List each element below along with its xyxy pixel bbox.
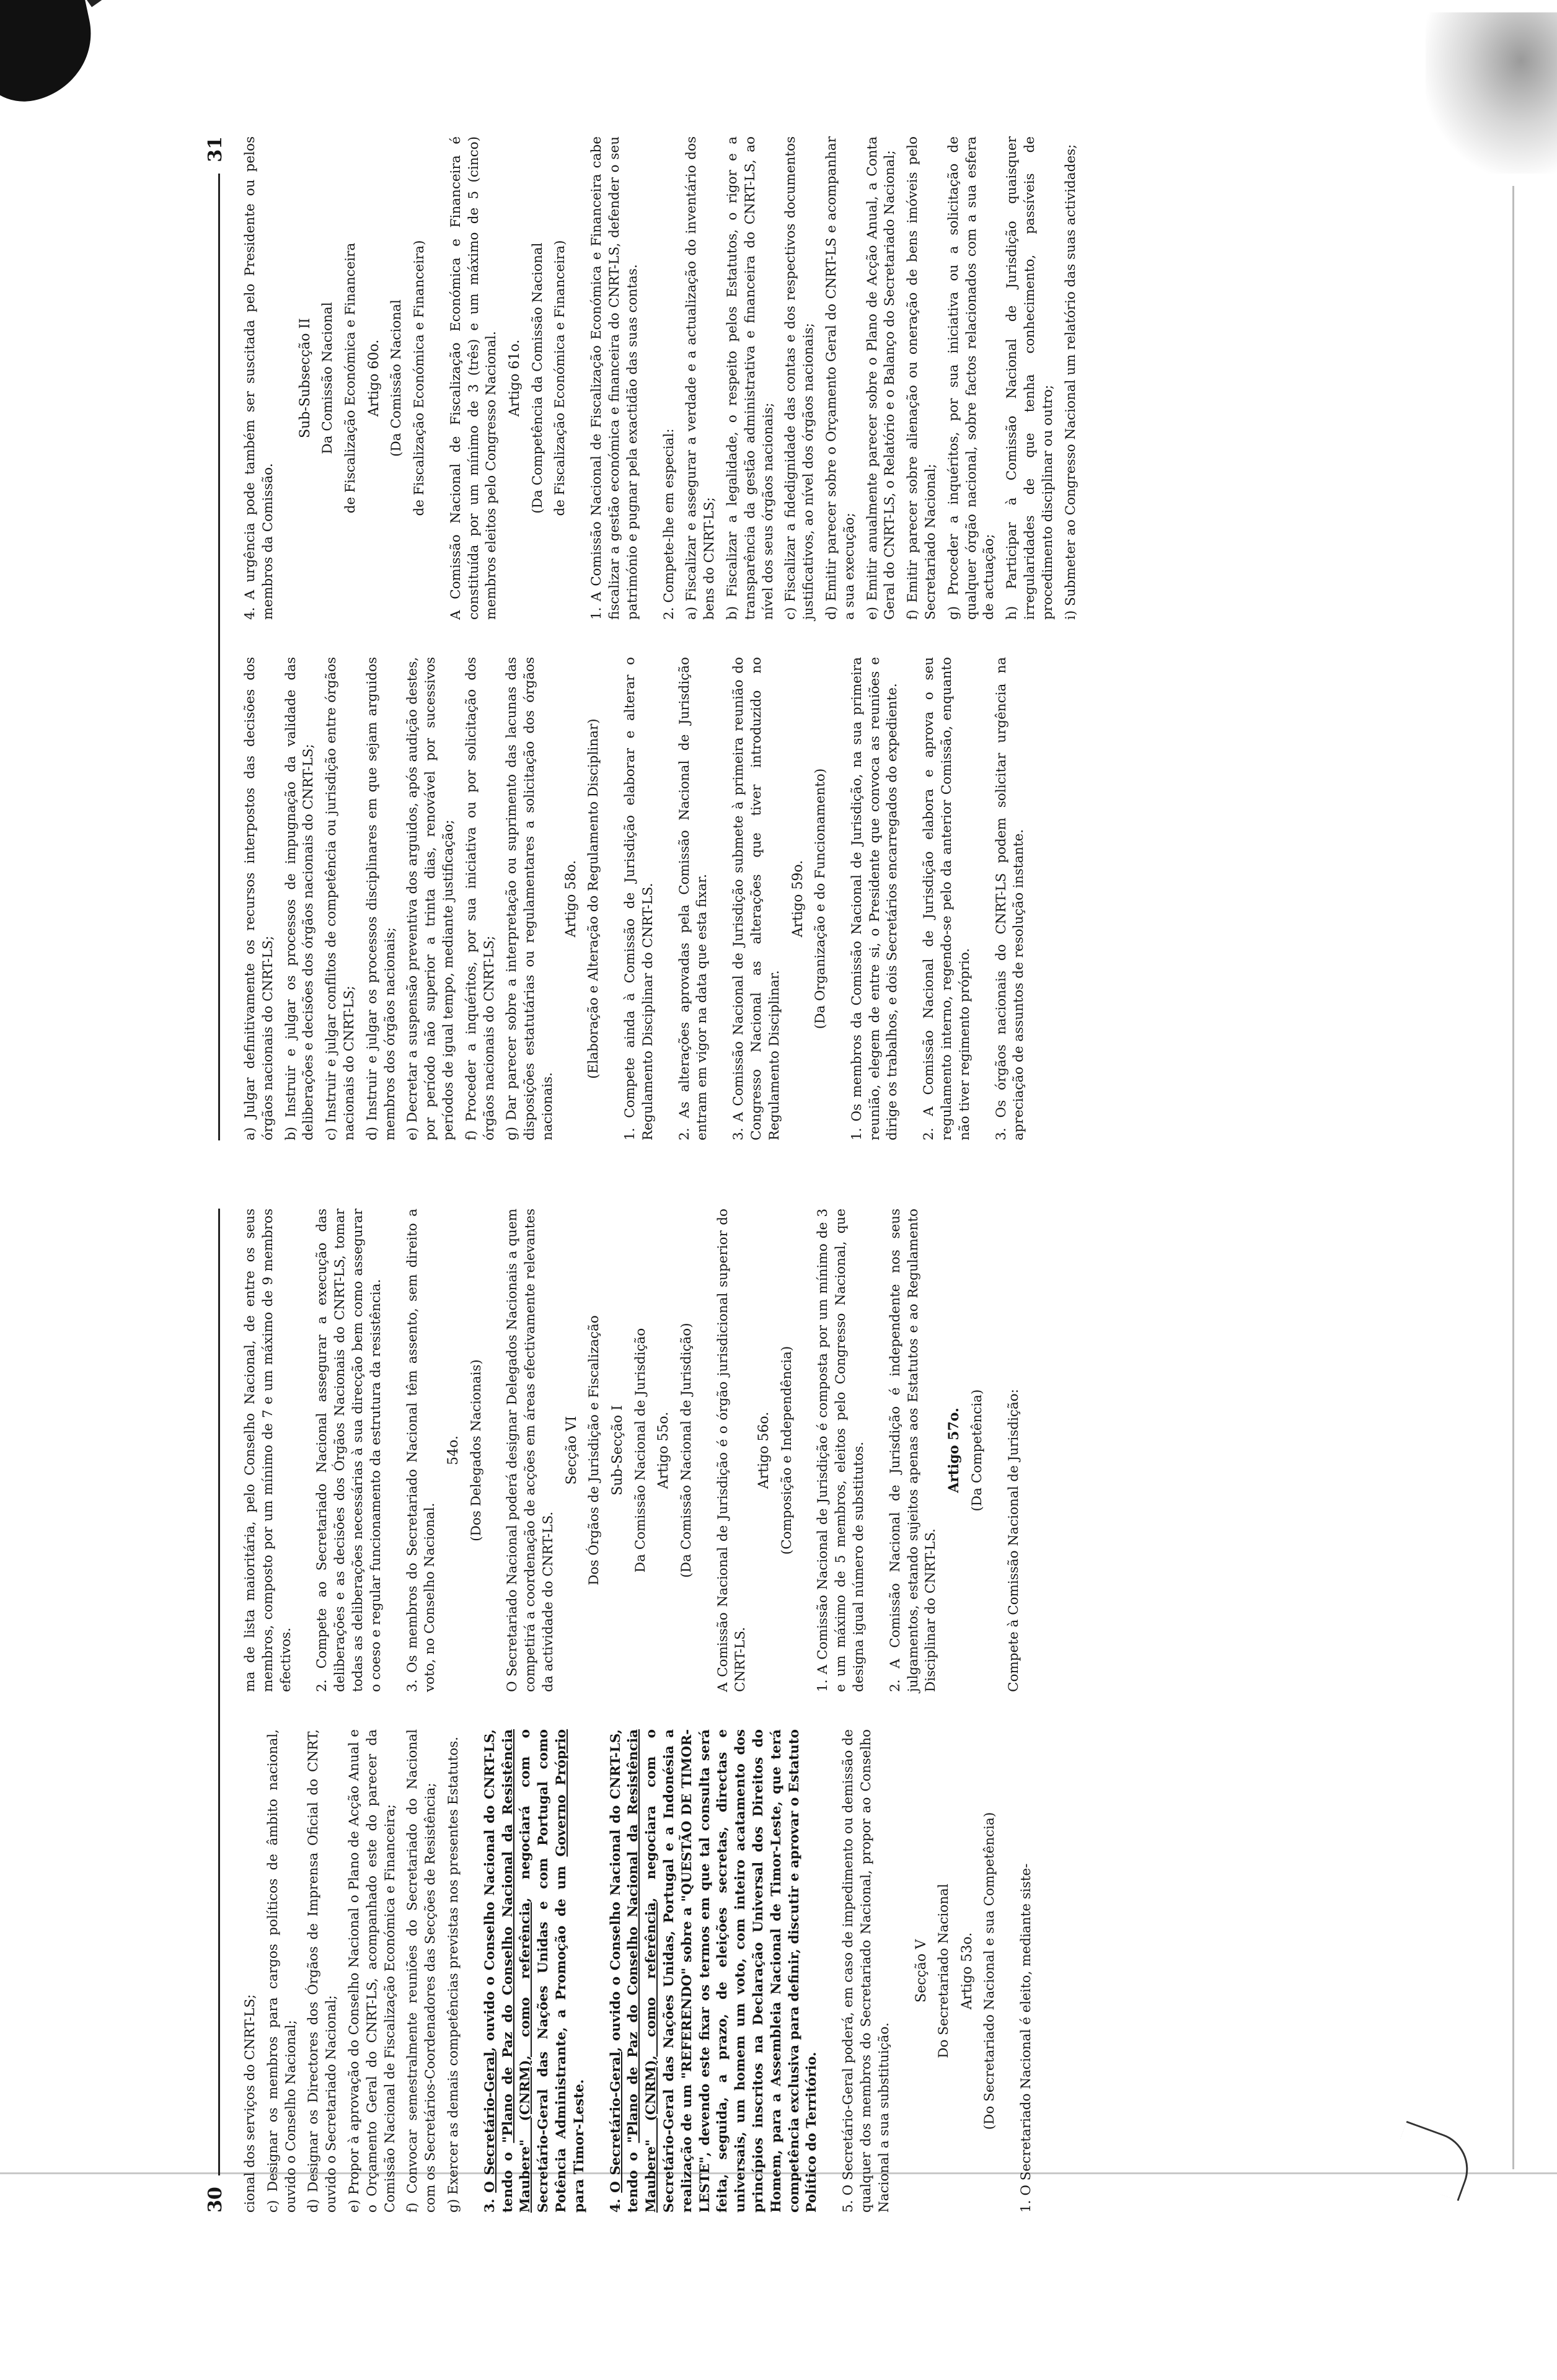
paragraph: 2. As alterações aprovadas pela Comissão Nacional de Jurisdição entram em vigor na data que esta fixar. xyxy=(676,657,710,1140)
page-31 xyxy=(205,136,1295,1140)
article-heading: Artigo 61o. xyxy=(507,339,523,417)
article-title: (Da Comissão Nacional de Jurisdição) xyxy=(678,1323,694,1578)
paragraph-referendum: 4. O Secretário-Geral, ouvido o Conselho Nacional do CNRT-LS, tendo o "Plano de Paz do Conselho Nacional da Resistência Maubere" (CNRM), como referência, negociara com o Secretário-Geral das Nações Unidas, Portugal e a Indonésia a realização de um "REFERENDO" sobre a "QUESTÃO DE TIMOR-LESTE", devendo este fixar os termos em que tal consulta será feita, seguida, a prazo, de eleições secretas, directas e universais, um homem um voto, com inteiro acatamento dos princípios inscritos na Declaração Universal dos Direitos do Homem, para a Assembleia Nacional de Timor-Leste, que terá competência exclusiva para definir, discutir e aprovar o Estatuto Político do Território. xyxy=(607,1729,820,2213)
scan-artifact-streak xyxy=(87,0,224,7)
paragraph: A Comissão Nacional de Fiscalização Económica e Financeira é constituída por um mínimo de 3 (três) e um máximo de 5 (cinco) membros eleitos pelo Congresso Nacional. xyxy=(448,136,500,620)
subsection-title: Da Comissão Nacional de Jurisdição xyxy=(632,1328,648,1573)
page-30 xyxy=(205,1209,1295,2213)
page-number: 31 xyxy=(205,136,226,162)
paragraph: c) Instruir e julgar conflitos de competência ou jurisdição entre órgãos nacionais do CNRT-LS; xyxy=(324,657,357,1140)
section-title: Dos Órgãos de Jurisdição e Fiscalização xyxy=(586,1315,602,1585)
paragraph: e) Propor à aprovação do Conselho Nacional o Plano de Acção Anual e o Orçamento Geral do CNRT-LS, acompanhado este do parecer da Comissão Nacional de Fiscalização Económica e Financeira; xyxy=(346,1729,398,2213)
paragraph: 1. O Secretariado Nacional é eleito, mediante siste- xyxy=(1018,1863,1034,2213)
paragraph: g) Exercer as demais competências previstas nos presentes Estatutos. xyxy=(445,1736,461,2213)
column-right xyxy=(242,1209,1295,1692)
paragraph: ma de lista maioritária, pelo Conselho Nacional, de entre os seus membros, composto por um mínimo de 7 e um máximo de 9 membros efectivos. xyxy=(242,1209,294,1692)
paragraph: e) Emitir anualmente parecer sobre o Plano de Acção Anual, a Conta Geral do CNRT-LS, o Relatório e o Balanço do Secretariado Nacional; xyxy=(864,136,898,620)
paragraph: 2. Compete-lhe em especial: xyxy=(661,428,677,620)
subsection-title: de Fiscalização Económica e Financeira xyxy=(342,242,358,514)
paragraph: d) Instruir e julgar os processos disciplinares em que sejam arguidos membros dos órgãos nacionais; xyxy=(364,657,398,1140)
article-title: (Composição e Independência) xyxy=(778,1346,795,1555)
paragraph: g) Dar parecer sobre a interpretação ou suprimento das lacunas das disposições estatutárias ou regulamentares a solicitação dos órgãos nacionais. xyxy=(504,657,555,1140)
article-heading: Artigo 55o. xyxy=(656,1411,672,1489)
section-heading: Secção VI xyxy=(563,1416,580,1485)
scan-artifact-scribble xyxy=(1387,2121,1478,2201)
paragraph: 2. A Comissão Nacional de Jurisdição é independente nos seus julgamentos, estando sujeitos apenas aos Estatutos e ao Regulamento Disciplinar do CNRT-LS. xyxy=(887,1209,939,1692)
paragraph: f) Emitir parecer sobre alienação ou oneração de bens imóveis pelo Secretariado Nacional; xyxy=(905,136,938,620)
document-spread xyxy=(205,105,1295,2213)
paragraph: e) Decretar a suspensão preventiva dos arguidos, após audição destes, por período não superior a trinta dias, renovável por sucessivos períodos de igual tempo, mediante justificação; xyxy=(405,657,456,1140)
paragraph: 3. Os membros do Secretariado Nacional têm assento, sem direito a voto, no Conselho Nacional. xyxy=(404,1209,438,1692)
article-title: (Do Secretariado Nacional e sua Competência) xyxy=(982,1812,998,2130)
paragraph: b) Instruir e julgar os processos de impugnação da validade das deliberações e decisões dos órgãos nacionais do CNRT-LS; xyxy=(283,657,317,1140)
article-title: (Da Organização e do Funcionamento) xyxy=(813,768,829,1029)
subsection-heading: Sub-Subsecção II xyxy=(297,318,313,438)
paragraph-negotiation: 3. O Secretário-Geral, ouvido o Conselho Nacional do CNRT-LS, tendo o "Plano de Paz do Conselho Nacional da Resistência Maubere" (CNRM), como referência, negociará com o Secretário-Geral das Nações Unidas e com Portugal como Potência Administrante, a Promoção de um Governo Próprio para Timor-Leste. xyxy=(482,1729,587,2213)
column-right xyxy=(242,136,1295,620)
paragraph: h) Participar à Comissão Nacional de Jurisdição quaisquer irregularidades de que tenha conhecimento, passíveis de procedimento disciplinar ou outro; xyxy=(1004,136,1056,620)
article-title: (Da Competência da Comissão Nacional xyxy=(529,242,545,514)
column-left xyxy=(242,657,1295,1140)
section-title: Do Secretariado Nacional xyxy=(935,1884,951,2058)
paragraph: 3. A Comissão Nacional de Jurisdição submete à primeira reunião do Congresso Nacional as alterações que tiver introduzido no Regulamento Disciplinar. xyxy=(731,657,782,1140)
paragraph: 1. Os membros da Comissão Nacional de Jurisdição, na sua primeira reunião, elegem de entre si, o Presidente que convoca as reuniões e dirige os trabalhos, e dois Secretários encarregados do expediente. xyxy=(849,657,901,1140)
page-number: 30 xyxy=(205,2187,226,2213)
scan-paper-edge xyxy=(1512,186,1514,2169)
paragraph: g) Proceder a inquéritos, por sua iniciativa ou a solicitação de qualquer órgão nacional, sobre factos relacionados com a sua esfera de actuação; xyxy=(945,136,997,620)
article-title: (Elaboração e Alteração do Regulamento Disciplinar) xyxy=(586,718,602,1079)
article-title: de Fiscalização Económica e Financeira) xyxy=(552,240,568,516)
paragraph: 3. Os órgãos nacionais do CNRT-LS podem solicitar urgência na apreciação de assuntos de resolução instante. xyxy=(993,657,1027,1140)
paragraph: f) Proceder a inquéritos, por sua iniciativa ou por solicitação dos órgãos nacionais do CNRT-LS; xyxy=(463,657,497,1140)
article-heading: Artigo 59o. xyxy=(790,860,806,938)
article-heading: Artigo 57o. xyxy=(946,1408,963,1493)
article-heading: Artigo 53o. xyxy=(959,1932,975,2010)
paragraph: cional dos serviços do CNRT-LS; xyxy=(242,1994,258,2213)
subsection-title: Da Comissão Nacional xyxy=(320,302,336,454)
article-title: (Da Competência) xyxy=(969,1389,985,1512)
scan-artifact-dark-corner xyxy=(0,0,104,110)
article-title: de Fiscalização Económica e Financeira) xyxy=(411,240,427,516)
subsection-heading: Sub-Secção I xyxy=(610,1405,626,1496)
article-heading: Artigo 60o. xyxy=(366,339,382,417)
paragraph: a) Fiscalizar e assegurar a verdade e a actualização do inventário dos bens do CNRT-LS; xyxy=(684,136,718,620)
paragraph: d) Emitir parecer sobre o Orçamento Geral do CNRT-LS e acompanhar a sua execução; xyxy=(823,136,857,620)
header-rule xyxy=(218,174,220,1140)
header-rule xyxy=(218,1209,220,2175)
paragraph: i) Submeter ao Congresso Nacional um relatório das suas actividades; xyxy=(1062,144,1078,620)
section-heading: Secção V xyxy=(913,1939,929,2003)
paragraph: 1. A Comissão Nacional de Fiscalização Económica e Financeira cabe fiscalizar a gestão económica e financeira do CNRT-LS, defender o seu património e pugnar pela exactidão das suas contas. xyxy=(589,136,640,620)
paragraph: O Secretariado Nacional poderá designar Delegados Nacionais a quem competirá a coordenação de acções em áreas efectivamente relevantes da actividade do CNRT-LS. xyxy=(505,1209,557,1692)
article-heading: 54o. xyxy=(446,1435,462,1465)
paragraph: 1. Compete ainda à Comissão de Jurisdição elaborar e alterar o Regulamento Disciplinar do CNRT-LS. xyxy=(622,657,656,1140)
article-heading: Artigo 56o. xyxy=(756,1411,772,1489)
paragraph: b) Fiscalizar a legalidade, o respeito pelos Estatutos, o rigor e a transparência da gestão administrativa e financeira do CNRT-LS, ao nível dos seus órgãos nacionais; xyxy=(724,136,776,620)
paragraph: c) Fiscalizar a fidedignidade das contas e dos respectivos documentos justificativos, ao nível dos órgãos nacionais; xyxy=(783,136,817,620)
article-heading: Artigo 58o. xyxy=(563,860,579,938)
column-left xyxy=(242,1729,1295,2213)
paragraph: 2. A Comissão Nacional de Jurisdição elabora e aprova o seu regulamento interno, regendo-se pelo da anterior Comissão, enquanto não tiver regimento próprio. xyxy=(921,657,973,1140)
paragraph: 5. O Secretário-Geral poderá, em caso de impedimento ou demissão de qualquer dos membros do Secretariado Nacional, propor ao Conselho Nacional a sua substituição. xyxy=(840,1729,892,2213)
paragraph: Compete à Comissão Nacional de Jurisdição: xyxy=(1005,1389,1021,1692)
paragraph: f) Convocar semestralmente reuniões do Secretariado do Nacional com os Secretários-Coordenadores das Secções de Resistência; xyxy=(405,1729,439,2213)
paragraph: A Comissão Nacional de Jurisdição é o órgão jurisdicional superior do CNRT-LS. xyxy=(715,1209,749,1692)
scan-artifact-smudge xyxy=(1426,12,1557,174)
paragraph: 4. A urgência pode também ser suscitada pelo Presidente ou pelos membros da Comissão. xyxy=(242,136,276,620)
article-title: (Dos Delegados Nacionais) xyxy=(468,1359,484,1541)
article-title: (Da Comissão Nacional xyxy=(389,299,405,457)
paragraph: 1. A Comissão Nacional de Jurisdição é composta por um mínimo de 3 e um máximo de 5 membros, eleitos pelo Congresso Nacional, que designa igual número de substitutos. xyxy=(815,1209,867,1692)
paragraph: c) Designar os membros para cargos políticos de âmbito nacional, ouvido o Conselho Nacional; xyxy=(265,1729,299,2213)
paragraph: 2. Compete ao Secretariado Nacional assegurar a execução das deliberações e as decisões dos Órgãos Nacionais do CNRT-LS, tomar todas as deliberações necessárias à sua direcção bem como assegurar o coeso e regular funcionamento da estrutura da resistência. xyxy=(314,1209,384,1692)
paragraph: d) Designar os Directores dos Órgãos de Imprensa Oficial do CNRT, ouvido o Secretariado Nacional; xyxy=(306,1729,340,2213)
paragraph: a) Julgar definitivamente os recursos interpostos das decisões dos órgãos nacionais do CNRT-LS; xyxy=(242,657,276,1140)
